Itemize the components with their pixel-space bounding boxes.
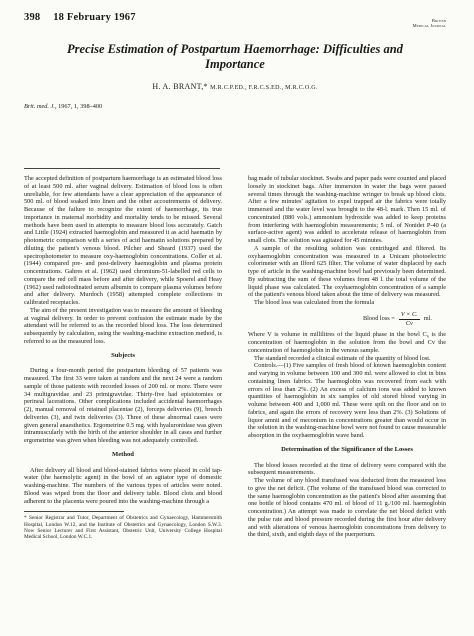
blood-loss-formula [248,311,432,328]
journal-name-line1: British [431,18,446,23]
formula-label: Blood loss = [362,315,395,323]
author-line [24,82,446,91]
intro-paragraph: The accepted definition of postpartum haemorrhage is an estimated blood loss of at least 500 ml. after vaginal delivery. Estimation of blood loss is often unreliable, for few attendants have a clear appreciation of the appearance of 500 ml. of blood soaked into linen and the other accoutrements of delivery. Because of the failure to recognize the extent of haemorrhage, its true importance in maternal morbidity and mortality tends to be missed. Several methods have been used in attempts to measure blood loss accurately. Gatch and Little (1924) extracted haemoglobin and measured it as acid haematin by photometric comparison with a series of acid haematin solutions prepared by diluting the patient's venous blood. Pilcher and Sheard (1937) used the spectrophotometer to measure oxy-haemoglobin concentrations. Coller et al. (1944) compared pre- and post-delivery haemoglobin and plasma protein concentrations. Gahres et al. (1962) used chromium-51-labelled red cells to compare the red cell mass before and after delivery, while Spoerel and Heay (1962) used radioiodinated serum albumin to compare plasma volumes before and after delivery. Murdoch (1958) attempted complete collections in calibrated receptacles. [24,175,222,306]
author-name: H. A. BRANT,* [152,82,208,91]
issue-date: 18 February 1967 [53,12,136,23]
intro-paragraph: The aim of the present investigation was to measure the amount of bleeding at vaginal delivery. In order to prevent confusion the estimate made by the attendant will be referred to as the recorded blood loss. The loss determined subsequently by calculation, using the washing-machine extraction method, is referred to as the measured loss. [24,306,222,345]
citation-details: 1967, 1, 398–400 [56,103,103,110]
subjects-heading: Subjects [111,351,135,359]
error-intro: The standard recorded a clinical estimate of the quantity of blood lost. [254,354,431,362]
citation-divider [24,168,220,169]
footnote: * Senior Registrar and Tutor, Department of Obstetrics and Gynaecology, Hammersmith Hospital, London W.12, and the Institute of Obstetrics and Gynaecology, London S.W.3. Now Senior Lecturer and First Assistant, Obstetric Unit, University College Hospital Medical School, London W.C.1. [24,515,222,541]
right-column [248,175,446,540]
method-continued-paragraph: bag made of tubular stockinet. Swabs and paper pads were counted and placed loosely in stockinet bags. After immersion in water the bags were passed several times through the washing-machine wringer to break up blood clots. After a few minutes' agitation to expel trapped air the fabrics were totally immersed and the water level was brought to the 48-l. mark. Then 15 ml. of concentrated (880 vols.) ammonium hydroxide was added to keep proteins from interfering with haemoglobin measurements; 5 ml. of Nonidet P-40 (a surface-active agent) was added to accelerate release of haemoglobin from small clots. The solution was agitated for 45 minutes. [248,175,446,244]
header-left [24,12,136,23]
left-column [24,175,222,540]
sample-paragraph: A sample of the resulting solution was centrifuged and filtered. Its oxyhaemoglobin concentration was measured in a Unicam photoelectric colorimeter with an Ilford 625 filter. The volume of water displaced by each type of article in the washing-machine bowl had previously been determined. By subtracting the sum of these volumes from 48 l. the total volume of the liquid phase was calculated. The oxyhaemoglobin concentration of a sample of the patient's venous blood taken about the time of delivery was measured. [248,244,446,299]
formula-numerator: V × C. [400,310,418,318]
author-degrees: M.R.C.P.ED., F.R.C.S.ED., M.R.C.O.G. [210,85,318,91]
article-title [24,42,446,72]
formula-explanation: Where V is volume in millilitres of the liquid phase in the bowl C₆ is the concentration of haemoglobin in the solution from the bowl and Cv the concentration of haemoglobin in the venous sample. [248,331,446,354]
page-number: 398 [24,12,41,23]
formula-fraction [399,311,420,328]
journal-name [413,12,446,28]
citation [24,103,446,112]
method-paragraph: After delivery all blood and blood-stained fabrics were placed in cold tap-water (the haemolytic agent) in the bowl of an agitator type of domestic washing-machine. The numbers of the various types of articles were noted. Blood was wiped from the floor and delivery table. Blood clots and blood adherent to the placenta were poured into the washing-machine through a [24,466,222,505]
journal-name-line2: Medical Journal [412,23,446,28]
method-heading: Method [112,450,134,458]
article-title-line2: Importance [205,57,265,71]
formula-intro: The blood loss was calculated from the formula [254,299,375,306]
significance-heading: Determination of the Significance of the Losses [281,445,413,453]
citation-journal: Brit. med. J., [24,103,57,110]
significance-paragraph: The blood losses recorded at the time of delivery were compared with the subsequent measurements. [248,461,446,477]
formula-unit: ml. [423,315,432,323]
significance-paragraph: The volume of any blood transfused was deducted from the measured loss to give the net deficit. (The volume of the transfused blood was corrected to the same haemoglobin concentration as the patient's blood after assuming that one bottle of blood contains 470 ml. of blood of 11 g./100 ml. haemoglobin concentration.) An attempt was made to correlate the net blood deficit with the pulse rate and blood pressure recorded during the first hour after delivery and with alterations of venous haemoglobin concentrations from delivery to the third, sixth, and eighth days of the puerperium. [248,477,446,539]
subjects-paragraph: During a four-month period the postpartum bleeding of 57 patients was measured. The first 33 were taken at random and the next 24 were a random sample of those patients with recorded losses of 200 ml. or more. There were 34 multigravidae and 23 primigravidae. Thirty-five had episiotomies or perineal lacerations. Other complications included accidental haemorrhages (2), manual removal of retained placentae (2), forceps deliveries (9), breech deliveries (3), and twin deliveries (3). Three of these abnormal cases were given general anaesthetics. Ergometrine 0.5 mg. with hyaluronidase was given intramuscularly with the birth of the anterior shoulder in all cases and further ergometrine was given when bleeding was not adequately controlled. [24,367,222,444]
page-header [24,12,446,42]
formula-denominator: Cv [405,319,413,327]
article-body [24,175,446,540]
controls-paragraph: Controls.—(1) Five samples of fresh blood of known haemoglobin content and varying in volume between 100 and 300 ml. were allowed to clot in bins containing linen fabrics. The haemoglobin was recovered from each with errors of less than 2%. (2) An excess of calcium ions was added to known quantities of haemoglobin in six samples of old stored blood varying in volume between 400 and 1,000 ml. These were spilt on the floor and on to fabrics, and again the errors of recovery were less than 2%. (3) Solutions of liquor amnii and of meconium in concentrations greater than would occur in the solution in the washing-machine bowl were not found to cause measurable absorption in the oxyhaemoglobin wave band. [248,362,446,439]
article-title-line1: Precise Estimation of Postpartum Haemorrhage: Difficulties and [67,42,403,56]
